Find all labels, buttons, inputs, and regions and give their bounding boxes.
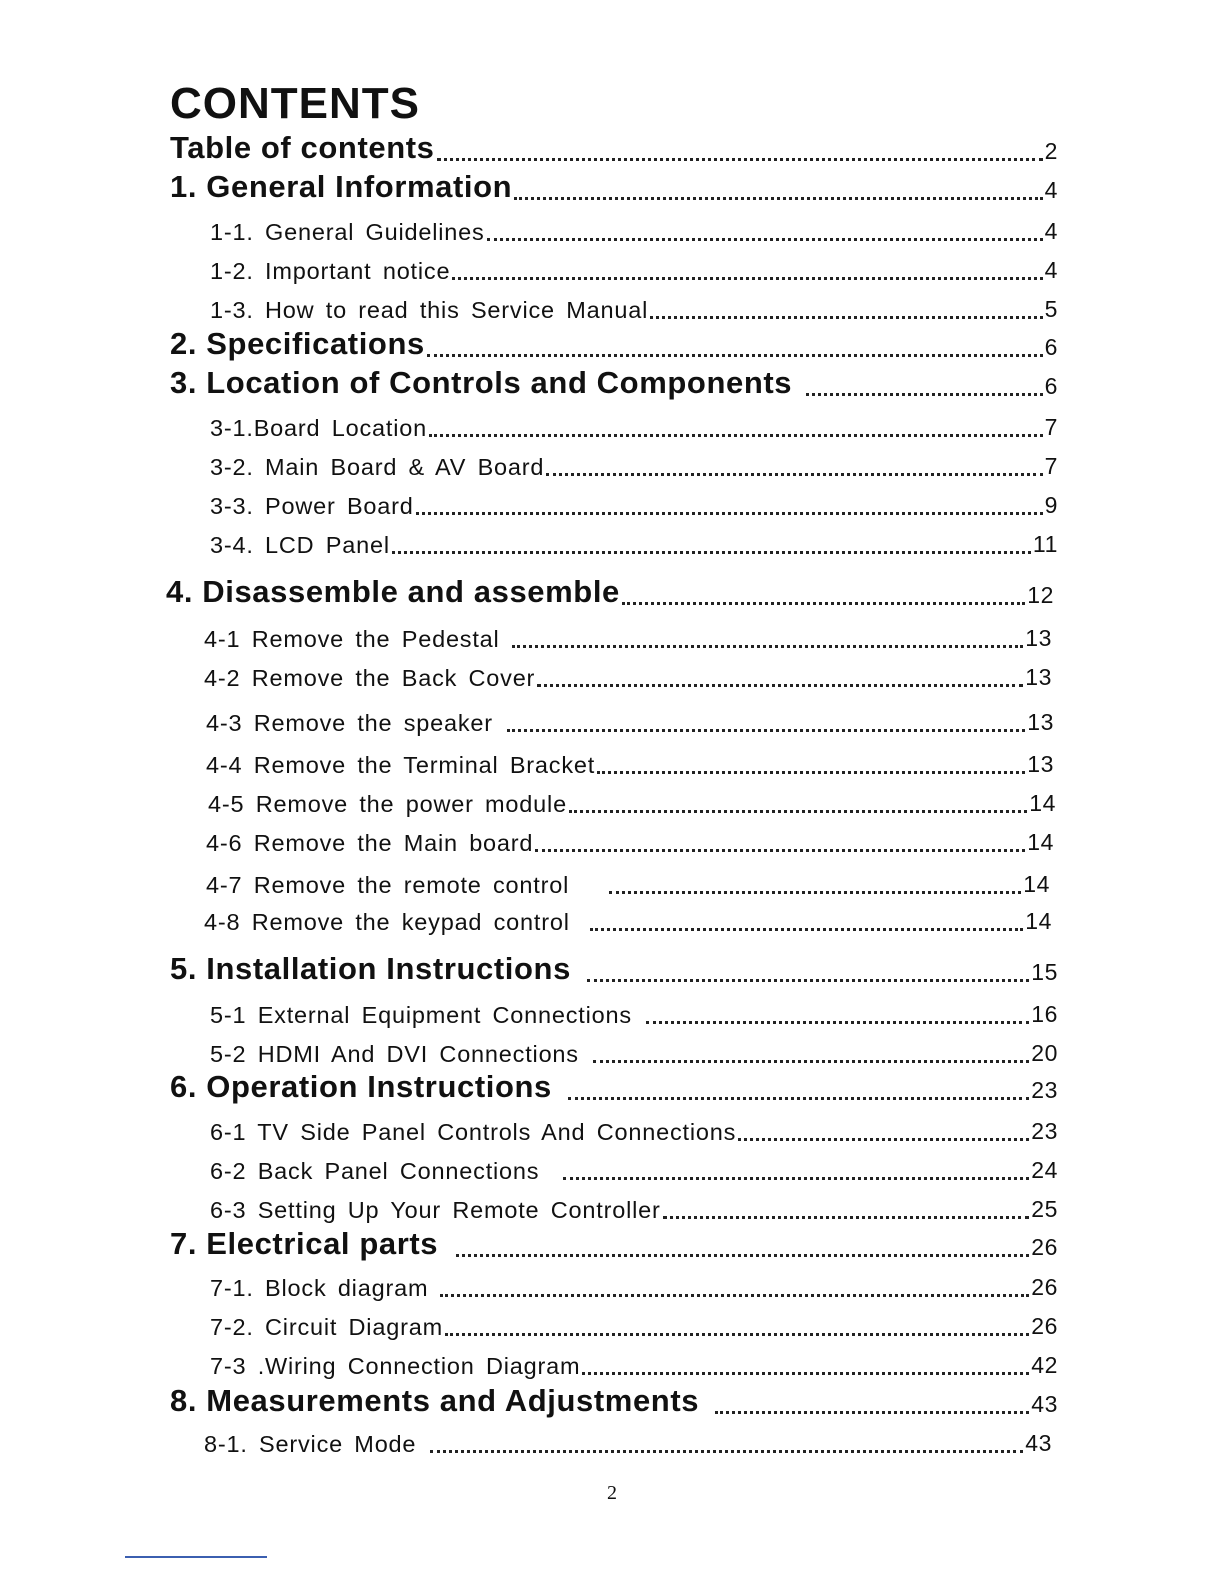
toc-entry [170, 1065, 1058, 1105]
toc-entry [166, 697, 1054, 737]
toc-entry-label: 4-1 Remove the Pedestal [204, 626, 500, 652]
toc-entry-page: 14 [1027, 829, 1054, 855]
toc-entry [164, 896, 1052, 936]
leader-dots [392, 539, 1031, 554]
toc-entry-page: 5 [1044, 296, 1058, 322]
toc-entry-label: 4-5 Remove the power module [208, 791, 567, 817]
toc-entry-label: 8-1. Service Mode [204, 1431, 417, 1457]
toc-entry-page: 4 [1044, 177, 1058, 203]
leader-dots [597, 759, 1025, 774]
toc-entry [170, 1222, 1058, 1262]
leader-dots [512, 633, 1024, 648]
leader-dots [537, 672, 1023, 687]
toc-entry-label: 3-2. Main Board & AV Board [210, 454, 545, 480]
toc-entry-page: 23 [1031, 1118, 1058, 1144]
toc-entry [170, 284, 1058, 324]
leader-dots [663, 1204, 1030, 1219]
toc-entry [170, 322, 1058, 362]
toc-entry [170, 165, 1058, 205]
toc-entry [166, 859, 1050, 899]
toc-entry [170, 1028, 1058, 1068]
leader-dots [440, 1282, 1029, 1297]
leader-dots [563, 1165, 1029, 1180]
toc-entry [166, 817, 1054, 857]
toc-entry-label: 7. Electrical parts [170, 1226, 439, 1261]
toc-entry-label: 4-2 Remove the Back Cover [204, 665, 536, 691]
toc-entry-label: 4. Disassemble and assemble [166, 574, 620, 609]
toc-entry-label: 7-3 .Wiring Connection Diagram [210, 1353, 581, 1379]
toc-entry-page: 20 [1031, 1040, 1058, 1066]
toc-entry [170, 402, 1058, 442]
leader-dots [590, 916, 1023, 931]
toc-entry-label: 5-2 HDMI And DVI Connections [210, 1041, 579, 1067]
toc-entry-page: 15 [1031, 959, 1058, 985]
toc-entry-page: 24 [1031, 1157, 1058, 1183]
page-title: CONTENTS [170, 79, 420, 128]
toc-entry-label: 6-1 TV Side Panel Controls And Connections [210, 1119, 737, 1145]
toc-entry-page: 26 [1031, 1274, 1058, 1300]
toc-entry-label: 1-2. Important notice [210, 258, 451, 284]
toc-entry-page: 26 [1031, 1234, 1058, 1260]
toc-entry [170, 480, 1058, 520]
toc-entry-page: 7 [1044, 414, 1058, 440]
leader-dots [427, 342, 1043, 357]
leader-dots [445, 1321, 1029, 1336]
toc-entry-page: 23 [1031, 1077, 1058, 1103]
toc-entry [170, 1145, 1058, 1185]
toc-entry [170, 245, 1058, 285]
leader-dots [587, 967, 1029, 982]
toc-entry-page: 2 [1044, 138, 1058, 164]
leader-dots [487, 226, 1043, 241]
toc-entry-page: 11 [1032, 531, 1058, 557]
leader-dots [622, 590, 1025, 605]
toc-entry [170, 1106, 1058, 1146]
toc-entry-page: 43 [1031, 1391, 1058, 1417]
toc-entry-page: 4 [1044, 218, 1058, 244]
toc-entry-page: 13 [1025, 664, 1052, 690]
toc-entry [164, 613, 1052, 653]
toc-entry-page: 12 [1027, 582, 1054, 608]
toc-entry-label: 3-1.Board Location [210, 415, 427, 441]
toc-entry [170, 1379, 1058, 1419]
leader-dots [507, 717, 1025, 732]
leader-dots [437, 146, 1043, 161]
toc-entry-page: 14 [1029, 790, 1056, 816]
toc-entry-label: 4-8 Remove the keypad control [204, 909, 570, 935]
leader-dots [546, 461, 1042, 476]
toc-entry-label: 4-7 Remove the remote control [206, 872, 570, 898]
toc-entry-page: 14 [1023, 871, 1050, 897]
toc-entry [170, 126, 1058, 166]
toc-entry [170, 1262, 1058, 1302]
leader-dots [609, 879, 1021, 894]
toc-entry-page: 14 [1025, 908, 1052, 934]
toc-entry-page: 25 [1031, 1196, 1058, 1222]
toc-entry [170, 1301, 1058, 1341]
toc-entry-page: 16 [1031, 1001, 1058, 1027]
toc-entry-page: 43 [1025, 1430, 1052, 1456]
toc-entry-page: 42 [1031, 1352, 1058, 1378]
toc-entry-label: 7-2. Circuit Diagram [210, 1314, 443, 1340]
toc-entry [164, 652, 1052, 692]
toc-entry-label: 6-3 Setting Up Your Remote Controller [210, 1197, 661, 1223]
leader-dots [738, 1126, 1029, 1141]
toc-entry-page: 13 [1025, 625, 1052, 651]
toc-entry [164, 1418, 1052, 1458]
leader-dots [650, 304, 1042, 319]
leader-dots [416, 500, 1043, 515]
toc-entry [168, 778, 1056, 818]
page-number: 2 [607, 1482, 617, 1504]
toc-entry-label: 8. Measurements and Adjustments [170, 1383, 700, 1418]
toc-entry [170, 947, 1058, 987]
leader-dots [569, 798, 1027, 813]
leader-dots [806, 381, 1042, 396]
leader-dots [429, 422, 1043, 437]
toc-entry [170, 441, 1058, 481]
leader-dots [452, 265, 1042, 280]
toc-entry-label: 5-1 External Equipment Connections [210, 1002, 632, 1028]
toc-entry-page: 9 [1044, 492, 1058, 518]
toc-entry-label: 7-1. Block diagram [210, 1275, 429, 1301]
toc-entry-label: 3-4. LCD Panel [210, 532, 390, 558]
toc-entry-page: 7 [1044, 453, 1058, 479]
toc-entry-label: 3. Location of Controls and Components [170, 365, 793, 400]
leader-dots [593, 1048, 1029, 1063]
toc-entry [166, 570, 1054, 610]
leader-dots [514, 185, 1042, 200]
toc-entry-page: 6 [1044, 373, 1058, 399]
toc-entry-label: 4-4 Remove the Terminal Bracket [206, 752, 596, 778]
toc-entry-label: 1-3. How to read this Service Manual [210, 297, 649, 323]
leader-dots [715, 1399, 1029, 1414]
toc-entry [166, 739, 1054, 779]
toc-entry-label: 4-3 Remove the speaker [206, 710, 493, 736]
toc-entry [170, 1184, 1058, 1224]
toc-entry [170, 989, 1058, 1029]
leader-dots [568, 1085, 1029, 1100]
leader-dots [535, 837, 1025, 852]
toc-entry-label: 4-6 Remove the Main board [206, 830, 534, 856]
toc-entry [170, 519, 1058, 559]
toc-entry [170, 1340, 1058, 1380]
toc-entry-page: 6 [1044, 334, 1058, 360]
toc-entry-label: 3-3. Power Board [210, 493, 414, 519]
toc-entry-label: Table of contents [170, 130, 435, 165]
toc-entry-label: 2. Specifications [170, 326, 425, 361]
leader-dots [646, 1009, 1029, 1024]
toc-entry [170, 206, 1058, 246]
footer-rule [125, 1556, 267, 1558]
toc-entry-page: 26 [1031, 1313, 1058, 1339]
toc-entry-label: 1-1. General Guidelines [210, 219, 485, 245]
toc-entry-page: 13 [1027, 751, 1054, 777]
toc-entry-label: 5. Installation Instructions [170, 951, 571, 986]
toc-entry-label: 1. General Information [170, 169, 513, 204]
leader-dots [582, 1360, 1029, 1375]
toc-entry-page: 4 [1044, 257, 1058, 283]
toc-entry [170, 361, 1058, 401]
toc-entry-label: 6. Operation Instructions [170, 1069, 552, 1104]
leader-dots [430, 1438, 1023, 1453]
toc-entry-page: 13 [1027, 709, 1054, 735]
leader-dots [456, 1242, 1029, 1257]
toc-entry-label: 6-2 Back Panel Connections [210, 1158, 540, 1184]
